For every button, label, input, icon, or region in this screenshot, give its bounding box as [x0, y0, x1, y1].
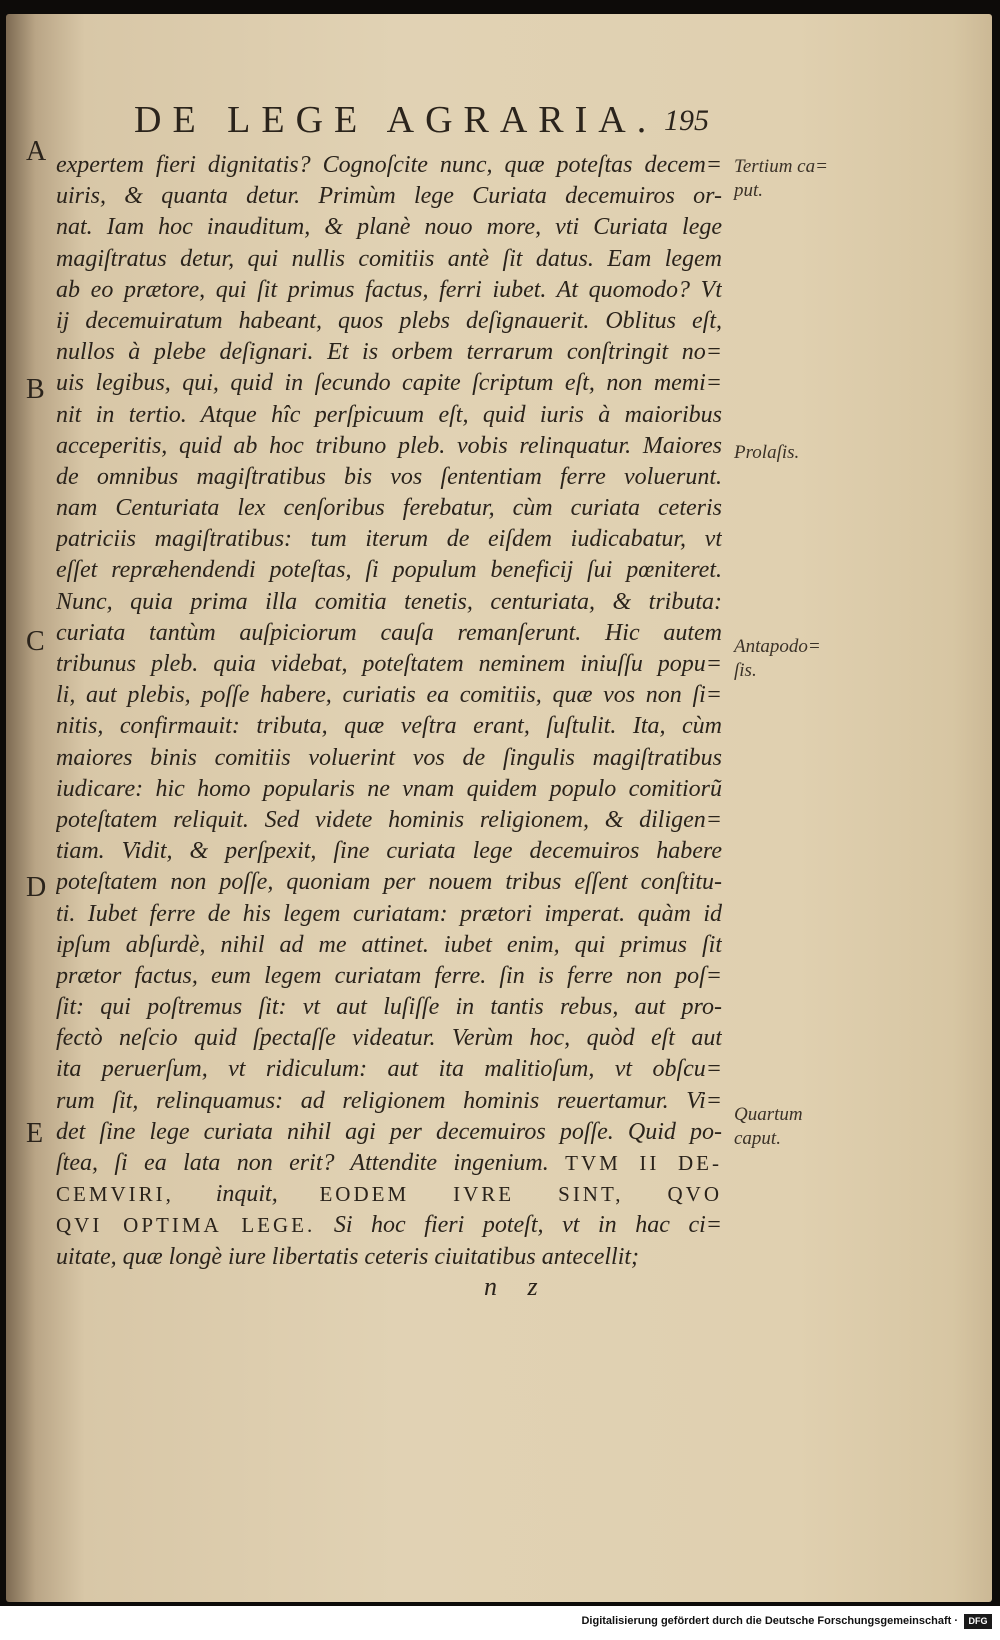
- text-segment: inquit,: [215, 1181, 278, 1208]
- text-line: ſit: qui poſtremus ſit: vt aut luſiſſe in tantis rebus, aut pro-: [56, 994, 722, 1021]
- text-line: acceperitis, quid ab hoc tribuno pleb. vobis relinquatur. Maiores: [56, 432, 722, 459]
- footer-bar: [0, 1606, 1000, 1640]
- text-line: de omnibus magiſtratibus bis vos ſententiam ferre voluerunt.: [56, 463, 722, 490]
- text-line: tribunus pleb. quia videbat, poteſtatem neminem iniuſſu popu=: [56, 651, 722, 677]
- text-line: ti. Iubet ferre de his legem curiatam: prætori imperat. quàm id: [56, 900, 722, 927]
- text-line: poteſtatem non poſſe, quoniam per nouem tribus eſſent conſtitu-: [56, 869, 722, 896]
- text-line: eſſet repræhendendi poteſtas, ſi populum beneficij ſui pœniteret.: [56, 557, 722, 584]
- text-line: nat. Iam hoc inauditum, & planè nouo more, vti Curiata lege: [56, 214, 722, 241]
- small-caps-quote: EODEM IVRE SINT, QVO: [319, 1182, 722, 1207]
- signature-mark: n z: [484, 1272, 550, 1301]
- text-segment: ſtea, ſi ea lata non erit? Attendite ingenium.: [56, 1150, 549, 1176]
- text-line: uitate, quæ longè iure libertatis ceteris ciuitatibus antecellit;: [56, 1243, 640, 1270]
- text-line: li, aut plebis, poſſe habere, curiatis ea comitiis, quæ vos non ſi=: [56, 682, 722, 709]
- book-page: [6, 14, 992, 1602]
- text-line: [56, 1148, 722, 1179]
- section-letter-c: C: [26, 626, 45, 657]
- text-line: curiata tantùm auſpiciorum cauſa remanſerunt. Hic autem: [56, 619, 722, 646]
- text-line: Nunc, quia prima illa comitia tenetis, centuriata, & tributa:: [56, 588, 722, 615]
- section-letter-e: E: [26, 1118, 44, 1149]
- text-line: rum ſit, relinquamus: ad religionem hominis reuertamur. Vi=: [56, 1087, 722, 1114]
- page-header: [134, 98, 734, 148]
- text-line: maiores binis comitiis voluerint vos de ſingulis magiſtratibus: [56, 744, 722, 771]
- section-letter-a: A: [26, 136, 47, 167]
- text-line: ij decemuiratum habeant, quos plebs deſignauerit. Oblitus eſt,: [56, 307, 722, 334]
- text-line: nam Centuriata lex cenſoribus ferebatur, cùm curiata ceteris: [56, 495, 722, 522]
- small-caps-quote: CEMVIRI,: [56, 1182, 174, 1207]
- text-segment: Si hoc fieri poteſt, vt in hac ci=: [333, 1212, 722, 1239]
- text-line: tiam. Vidit, & perſpexit, ſine curiata lege decemuiros habere: [56, 838, 722, 865]
- text-line: [56, 1210, 722, 1241]
- margin-note: Prolaſis.: [734, 442, 800, 463]
- dfg-logo: DFG: [964, 1614, 992, 1629]
- margin-note: caput.: [734, 1128, 781, 1149]
- text-line: poteſtatem reliquit. Sed videte hominis religionem, & diligen=: [56, 806, 722, 833]
- text-line: nitis, confirmauit: tributa, quæ veſtra erant, ſuſtulit. Ita, cùm: [56, 713, 722, 740]
- margin-note: Tertium ca=: [734, 156, 828, 177]
- margin-note: Antapodo=: [734, 636, 821, 657]
- text-line: prætor factus, eum legem curiatam ferre. ſin is ferre non poſ=: [56, 962, 722, 989]
- small-caps-quote: TVM II DE-: [565, 1151, 722, 1175]
- text-line: uis legibus, qui, quid in ſecundo capite ſcriptum eſt, non memi=: [56, 370, 722, 397]
- margin-note: Quartum: [734, 1104, 803, 1125]
- text-line: uiris, & quanta detur. Primùm lege Curiata decemuiros or-: [56, 183, 722, 210]
- text-line: nullos à plebe deſignari. Et is orbem terrarum conſtringit no=: [56, 339, 722, 366]
- funding-notice: Digitalisierung gefördert durch die Deutsche Forschungsgemeinschaft ·: [581, 1615, 958, 1627]
- text-line: det ſine lege curiata nihil agi per decemuiros poſſe. Quid po-: [56, 1118, 722, 1145]
- margin-note: put.: [734, 180, 764, 201]
- text-line: fectò neſcio quid ſpectaſſe videatur. Verùm hoc, quòd eſt aut: [56, 1025, 722, 1052]
- body-text: [56, 150, 722, 1273]
- section-letter-b: B: [26, 374, 45, 405]
- page-number: 195: [664, 104, 709, 137]
- margin-note: ſis.: [734, 660, 757, 681]
- text-line: ita peruerſum, vt ridiculum: aut ita malitioſum, vt obſcu=: [56, 1056, 722, 1083]
- text-line: [56, 1179, 722, 1210]
- text-line: expertem fieri dignitatis? Cognoſcite nunc, quæ poteſtas decem=: [56, 152, 722, 178]
- text-line: magiſtratus detur, qui nullis comitiis antè ſit datus. Eam legem: [56, 245, 722, 272]
- section-letter-d: D: [26, 872, 47, 903]
- text-line: iudicare: hic homo popularis ne vnam quidem populo comitiorũ: [56, 775, 722, 802]
- text-line: ipſum abſurdè, nihil ad me attinet. iubet enim, qui primus ſit: [56, 931, 722, 958]
- text-line: ab eo prætore, qui ſit primus factus, ferri iubet. At quomodo? Vt: [56, 276, 722, 303]
- small-caps-quote: QVI OPTIMA LEGE.: [56, 1213, 316, 1238]
- running-title: DE LEGE AGRARIA.: [134, 99, 658, 141]
- text-line: patriciis magiſtratibus: tum iterum de eiſdem iudicabatur, vt: [56, 526, 722, 553]
- text-line: nit in tertio. Atque hîc perſpicuum eſt, quid iuris à maioribus: [56, 401, 722, 428]
